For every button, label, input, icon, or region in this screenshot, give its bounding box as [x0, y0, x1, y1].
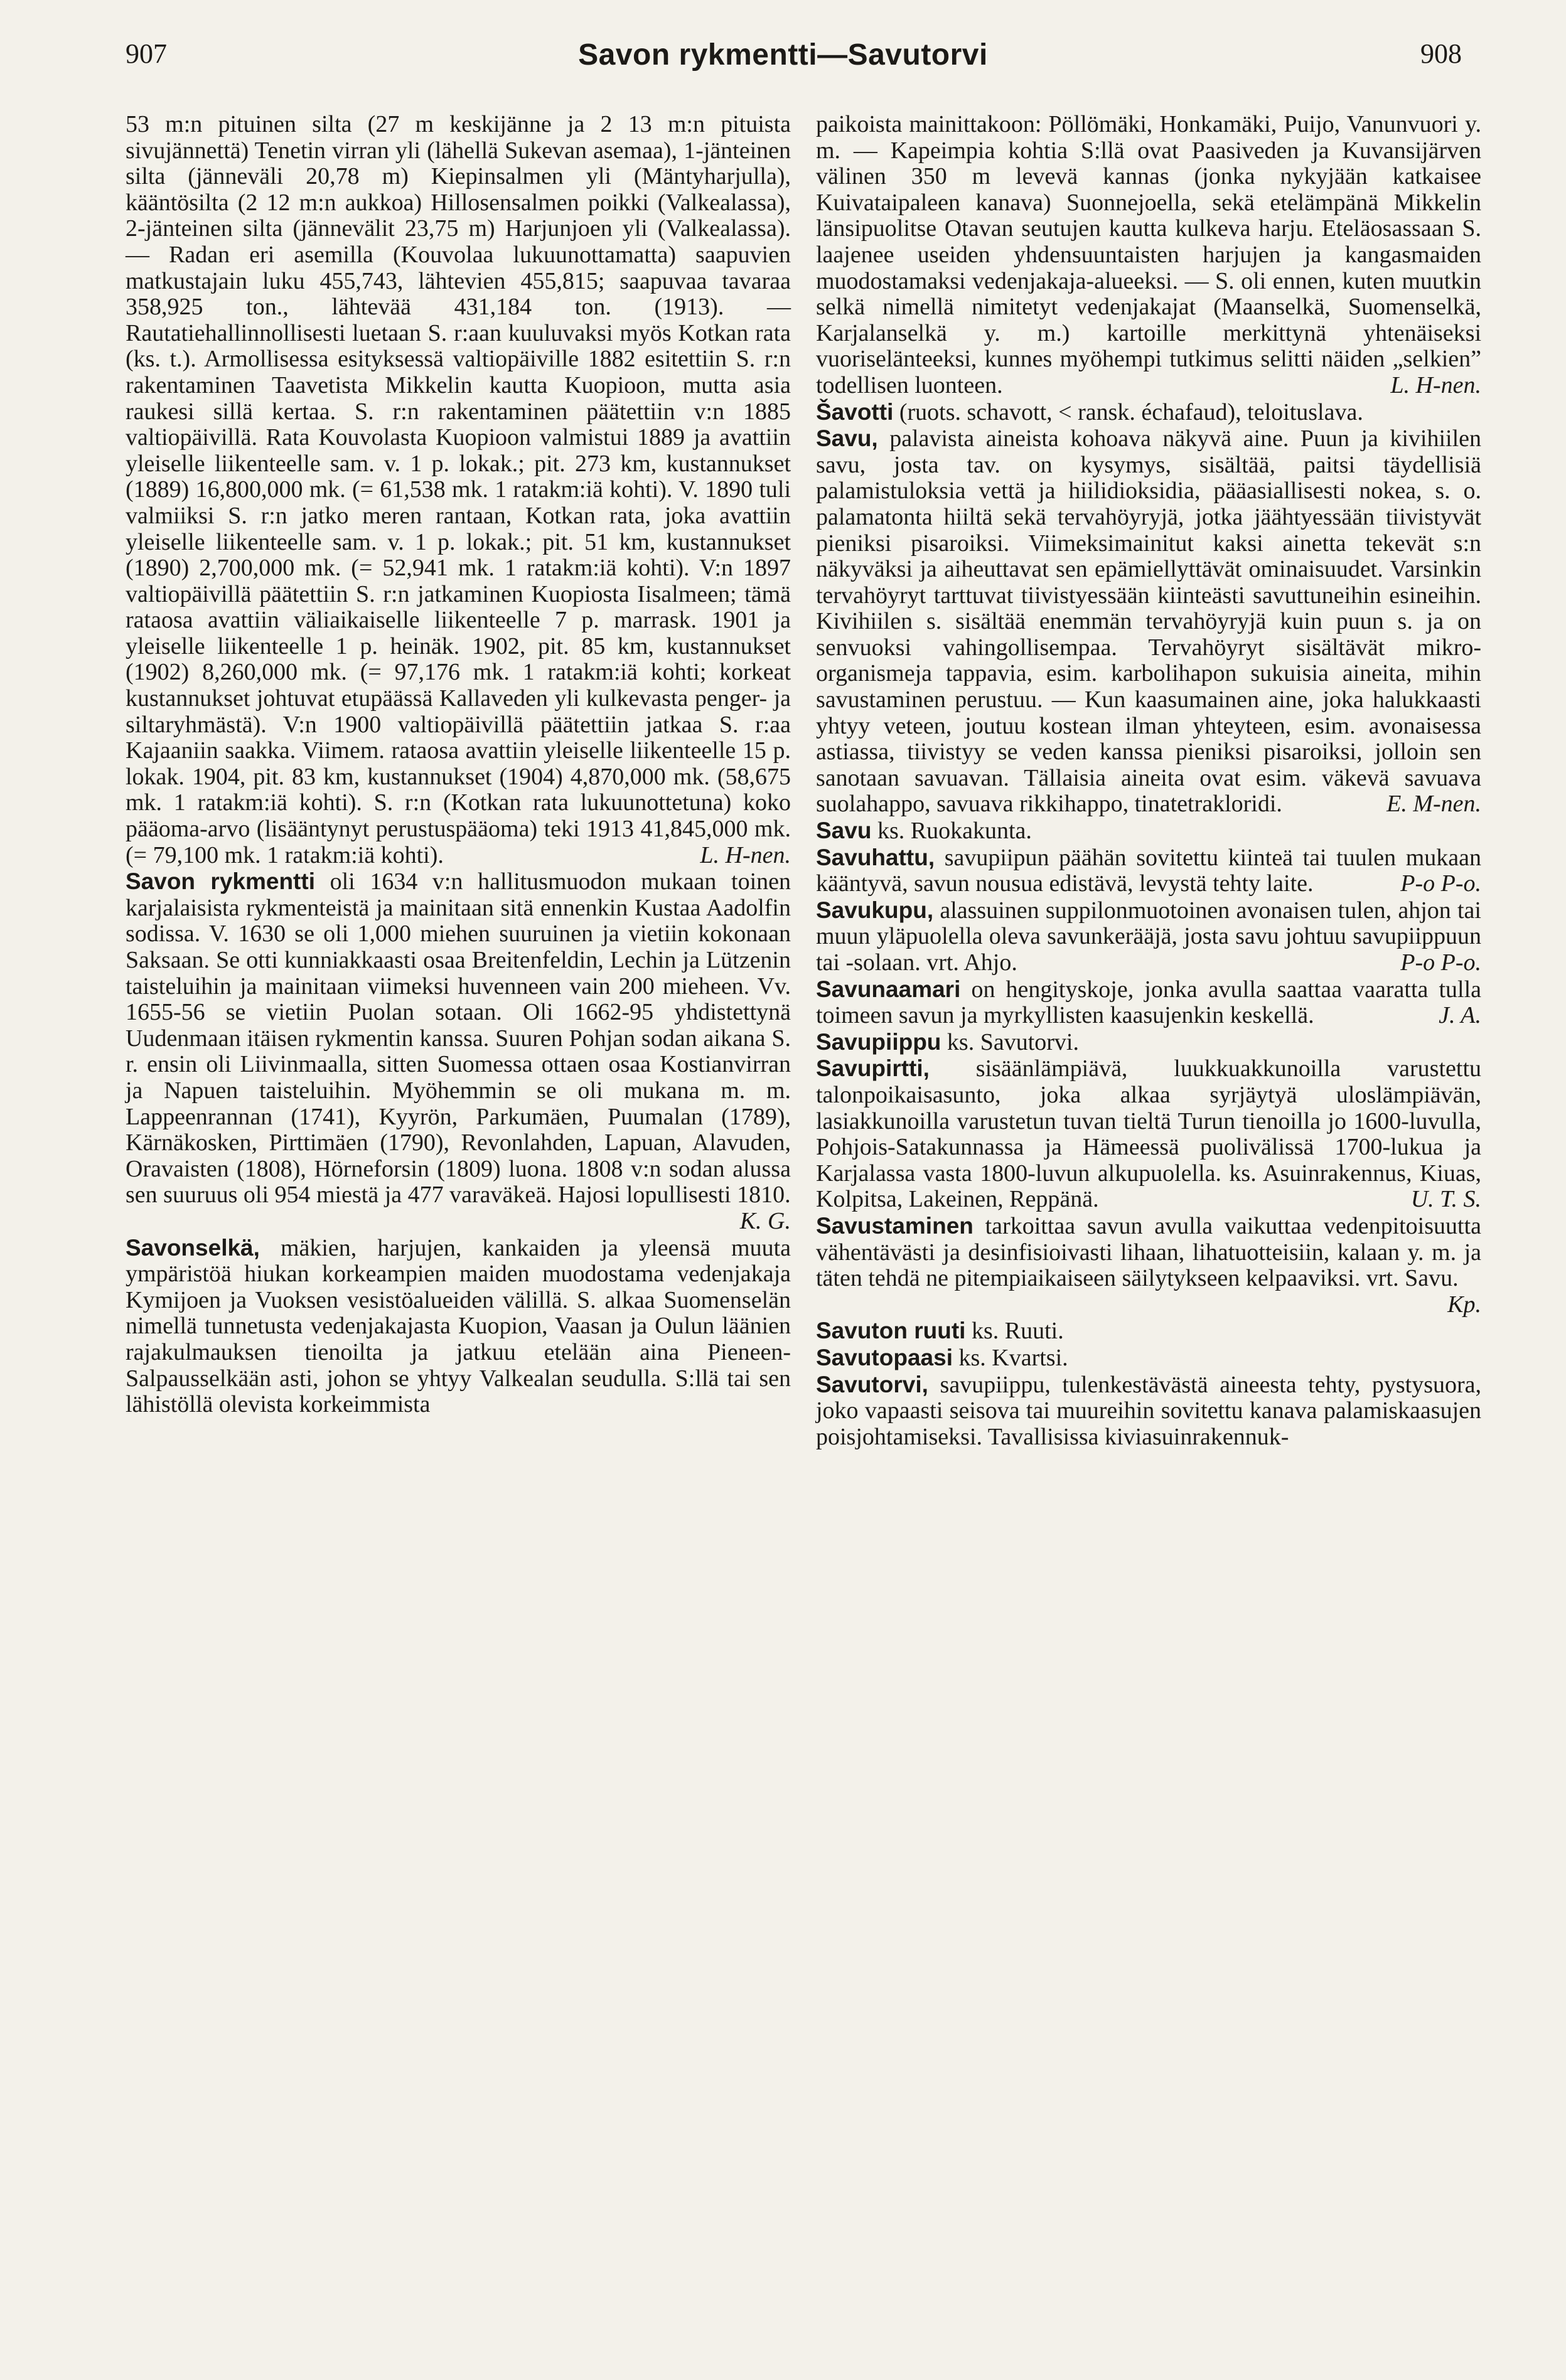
- author-signature: L. H-nen.: [700, 841, 791, 868]
- entry-body: oli 1634 v:n hallitusmuodon mukaan toinen karjalaisista rykmenteistä ja mainitaan sitä ennenkin Kustaa Aadolfin sodissa. V. 1630 se oli 1,000 miehen suuruinen ja vietiin kokonaan Saksaan. Se otti kunniakkaasti osaa Breitenfeldin, Lechin ja Lützenin taisteluihin ja mainitaan viimeksi huvenneen vain 200 mieheen. Vv. 1655-56 se vietiin Puolan sotaan. Oli 1662-95 yhdistettynä Uudenmaan itäisen rykmentin kanssa. Suuren Pohjan sodan aikana S. r. ensin oli Liivinmaalla, sitten Suomessa ottaen osaa Kostianvirran ja Napuen taisteluihin. Myöhemmin se oli mukana m. m. Lappeenrannan (1741), Kyyrön, Parkumäen, Puumalan (1789), Kärnäkosken, Pirttimäen (1790), Revonlahden, Lapuan, Alavuden, Oravaisten (1808), Hörneforsin (1809) luona. 1808 v:n sodan alussa sen suuruus oli 954 miestä ja 477 varaväkeä. Hajosi lopullisesti 1810.: [126, 868, 791, 1209]
- entry-headword: Savonselkä,: [126, 1234, 260, 1261]
- article-entry: [816, 897, 1481, 976]
- author-signature: U. T. S.: [1410, 1186, 1481, 1213]
- left-column: [126, 112, 791, 1418]
- entry-body: palavista aineista kohoava näkyvä aine. Puun ja kivihiilen savu, josta tav. on kysymys, sisältää, paitsi täydellisiä palamistuloksia vettä ja hiilidioksidia, pääasiallisesti nokea, s. o. palamatonta hiiltä sekä tervahöyryjä, jotka jäähtyessään tiivistyvät pieniksi pisaroiksi. Viimeksimainitut kaksi ainetta tekevät s:n näkyväksi ja aiheuttavat sen epämiellyttävät ominaisuudet. Varsinkin tervahöyryt tarttuvat tiivistyessään kiinteästi savuttuneihin esineihin. Kivihiilen s. sisältää enemmän tervahöyryjä kuin puun s. ja on senvuoksi vahingollisempaa. Tervahöyryt sisältävät mikro-organismeja tappavia, esim. karbolihapon sukuisia aineita, mihin savustaminen perustuu. — Kun kaasumainen aine, joka halukkaasti yhtyy veteen, joutuu kostean ilman yhteyteen, esim. avonaisessa astiassa, tiivistyy se veden kanssa pieniksi pisaroiksi, jolloin sen sanotaan savuavan. Tällaisia aineita ovat esim. väkevä savuava suolahappo, savuava rikkihappo, tinatetrakloridi.: [816, 425, 1481, 818]
- page-header: [0, 38, 1566, 94]
- author-signature: K. G.: [739, 1207, 791, 1234]
- article-entry: [816, 399, 1481, 426]
- entry-headword: Savutorvi,: [816, 1371, 928, 1397]
- entry-body: ks. Ruuti.: [971, 1318, 1064, 1345]
- right-column: [816, 112, 1481, 1450]
- entry-body: ks. Kvartsi.: [958, 1344, 1068, 1371]
- running-title: Savon rykmentti—Savutorvi: [578, 38, 988, 72]
- entry-body: savupiipun päähän sovitettu kiinteä tai tuulen mukaan kääntyvä, savun nousua edistävä, levystä tehty laite.: [816, 844, 1481, 897]
- article-entry: [816, 845, 1481, 897]
- article-entry: [816, 1055, 1481, 1213]
- article-entry: [816, 1372, 1481, 1451]
- entry-body: tarkoittaa savun avulla vaikuttaa vedenpitoisuutta vähentävästi ja desinfisioivasti lihaan, lihatuotteisiin, kalaan y. m. ja täten tehdä ne pitempiaikaiseen säilytykseen kelpaaviksi. vrt. Savu.: [816, 1212, 1482, 1292]
- entry-headword: Savupirtti,: [816, 1055, 930, 1082]
- article-entry: [126, 868, 791, 1234]
- article-entry: [816, 1213, 1481, 1318]
- entry-headword: Savu: [816, 818, 872, 844]
- author-signature: L. H-nen.: [1390, 371, 1481, 398]
- author-signature: P-o P-o.: [1400, 870, 1481, 897]
- entry-headword: Šavotti: [816, 398, 894, 425]
- entry-body: ks. Ruokakunta.: [877, 818, 1032, 845]
- article-continuation: [126, 112, 791, 868]
- entry-body: ks. Savutorvi.: [947, 1028, 1079, 1055]
- entry-body: alassuinen suppilonmuotoinen avonaisen tulen, ahjon tai muun yläpuolella oleva savunkerääjä, josta savu johtuu savupiippuun tai -solaan. vrt. Ahjo.: [816, 897, 1481, 976]
- entry-headword: Savon rykmentti: [126, 868, 315, 895]
- entry-headword: Savunaamari: [816, 976, 961, 1002]
- page-number-left: 907: [126, 38, 167, 69]
- entry-body: (ruots. schavott, < ransk. échafaud), teloituslava.: [899, 398, 1363, 425]
- author-signature: P-o P-o.: [1400, 949, 1481, 976]
- article-entry: [816, 1345, 1481, 1372]
- entry-body: savupiippu, tulenkestävästä aineesta tehty, pystysuora, joko vapaasti seisova tai muureihin sovitettu kanava palamiskaasujen poisjohtamiseksi. Tavallisissa kiviasuinrakennuk-: [816, 1371, 1482, 1450]
- entry-body: on hengityskoje, jonka avulla saattaa vaaratta tulla toimeen savun ja myrkyllisten kaasujenkin keskellä.: [816, 976, 1481, 1029]
- entry-body: mäkien, harjujen, kankaiden ja yleensä muuta ympäristöä hiukan korkeampien maiden muodostama vedenjakaja Kymijoen ja Vuoksen vesistöalueiden välillä. S. alkaa Suomenselän nimellä tunnetusta vedenjakajasta Kuopion, Vaasan ja Oulun läänien rajakulmauksen tienoilta ja jatkuu etelään aina Pieneen-Salpausselkään asti, johon se yhtyy Valkealan seudulla. S:llä tai sen lähistöllä olevista korkeimmista: [126, 1234, 791, 1418]
- page-number-right: 908: [1420, 38, 1462, 69]
- author-signature: J. A.: [1439, 1002, 1481, 1029]
- article-entry: [816, 976, 1481, 1029]
- article-entry: [816, 425, 1481, 818]
- entry-body: sisäänlämpiävä, luukkuakkunoilla varustettu talonpoikaisasunto, joka alkaa syrjäytyä uloslämpiävän, lasiakkunoilla varustetun tuvan tieltä Turun tienoilla jo 1600-luvulla, Pohjois-Satakunnassa ja Hämeessä puolivälissä 1700-lukua ja Karjalassa vasta 1800-luvun alkupuolella. ks. Asuinrakennus, Kiuas, Kolpitsa, Lakeinen, Reppänä.: [816, 1055, 1481, 1213]
- entry-headword: Savutopaasi: [816, 1344, 953, 1370]
- article-entry: [816, 818, 1481, 845]
- entry-headword: Savuton ruuti: [816, 1318, 966, 1344]
- author-signature: E. M-nen.: [1386, 791, 1481, 818]
- entry-body: 53 m:n pituinen silta (27 m keskijänne ja 2 13 m:n pituista sivujännettä) Tenetin virran yli (lähellä Sukevan asemaa), 1-jänteinen silta (jänneväli 20,78 m) Kiepinsalmen yli (Mäntyharjulla), kääntösilta (2 12 m:n aukkoa) Hillosensalmen poikki (Valkealassa), 2-jänteinen silta (jännevälit 23,75 m) Harjunjoen yli (Valkealassa). — Radan eri asemilla (Kouvolaa lukuunottamatta) saapuvien matkustajain luku 455,743, lähtevien 455,815; saapuvaa tavaraa 358,925 ton., lähtevää 431,184 ton. (1913). — Rautatiehallinnollisesti luetaan S. r:aan kuuluvaksi myös Kotkan rata (ks. t.). Armollisessa esityksessä valtiopäiville 1882 esitettiin S. r:n rakentaminen Taavetista Mikkelin kautta Kuopioon, mutta asia raukesi sillä kertaa. S. r:n rakentaminen päätettiin v:n 1885 valtiopäivillä. Rata Kouvolasta Kuopioon valmistui 1889 ja avattiin yleiselle liikenteelle sam. v. 1 p. lokak.; pit. 273 km, kustannukset (1889) 16,800,000 mk. (= 61,538 mk. 1 ratakm:iä kohti). V. 1890 tuli valmiiksi S. r:n jatko meren rantaan, Kotkan rata, joka avattiin yleiselle liikenteelle sam. v. 1 p. lokak.; pit. 51 km, kustannukset (1890) 2,700,000 mk. (= 52,941 mk. 1 ratakm:iä kohti). V:n 1897 valtiopäivillä päätettiin S. r:n jatkaminen Kuopiosta Iisalmeen; tämä rataosa avattiin väliaikaiselle liikenteelle 7 p. marrask. 1901 ja yleiselle liikenteelle 1 p. heinäk. 1902, pit. 85 km, kustannukset (1902) 8,260,000 mk. (= 97,176 mk. 1 ratakm:iä kohti; korkeat kustannukset johtuvat etupäässä Kallaveden yli kulkevasta penger- ja siltaryhmästä). V:n 1900 valtiopäivillä päätettiin jatkaa S. r:aa Kajaaniin saakka. Viimem. rataosa avattiin yleiselle liikenteelle 15 p. lokak. 1904, pit. 83 km, kustannukset (1904) 4,870,000 mk. (58,675 mk. 1 ratakm:iä kohti). S. r:n (Kotkan rata lukuunottetuna) koko pääoma-arvo (lisääntynyt perustuspääoma) teki 1913 41,845,000 mk. (= 79,100 mk. 1 ratakm:iä kohti).: [126, 111, 791, 868]
- entry-body: paikoista mainittakoon: Pöllömäki, Honkamäki, Puijo, Vanunvuori y. m. — Kapeimpia kohtia S:llä ovat Paasiveden ja Kuvansijärven välinen 350 m levevä kannas (jonka nykyjään katkaisee Kuivataipaleen kanava) Suonnejoella, sekä etelämpänä Mikkelin länsipuolitse Otavan seutujen kautta kulkeva harju. Eteläosassaan S. laajenee useiden yhdensuuntaisten harjujen ja kangasmaiden muodostamaksi vedenjakaja-alueeksi. — S. oli ennen, kuten muutkin selkä nimellä nimitetyt vedenjakajat (Maanselkä, Suomenselkä, Karjalanselkä y. m.) kartoille merkittynä yhtenäiseksi vuoriselänteeksi, kunnes myöhempi tutkimus selitti näiden „selkien” todellisen luonteen.: [816, 111, 1481, 398]
- article-entry: [816, 1029, 1481, 1056]
- article-entry: [816, 1318, 1481, 1345]
- author-signature: Kp.: [1447, 1291, 1481, 1318]
- entry-headword: Savukupu,: [816, 897, 934, 923]
- article-entry: [126, 1235, 791, 1418]
- entry-headword: Savustaminen: [816, 1212, 973, 1239]
- entry-headword: Savuhattu,: [816, 844, 935, 870]
- entry-headword: Savu,: [816, 425, 878, 452]
- article-continuation: [816, 112, 1481, 399]
- entry-headword: Savupiippu: [816, 1028, 941, 1055]
